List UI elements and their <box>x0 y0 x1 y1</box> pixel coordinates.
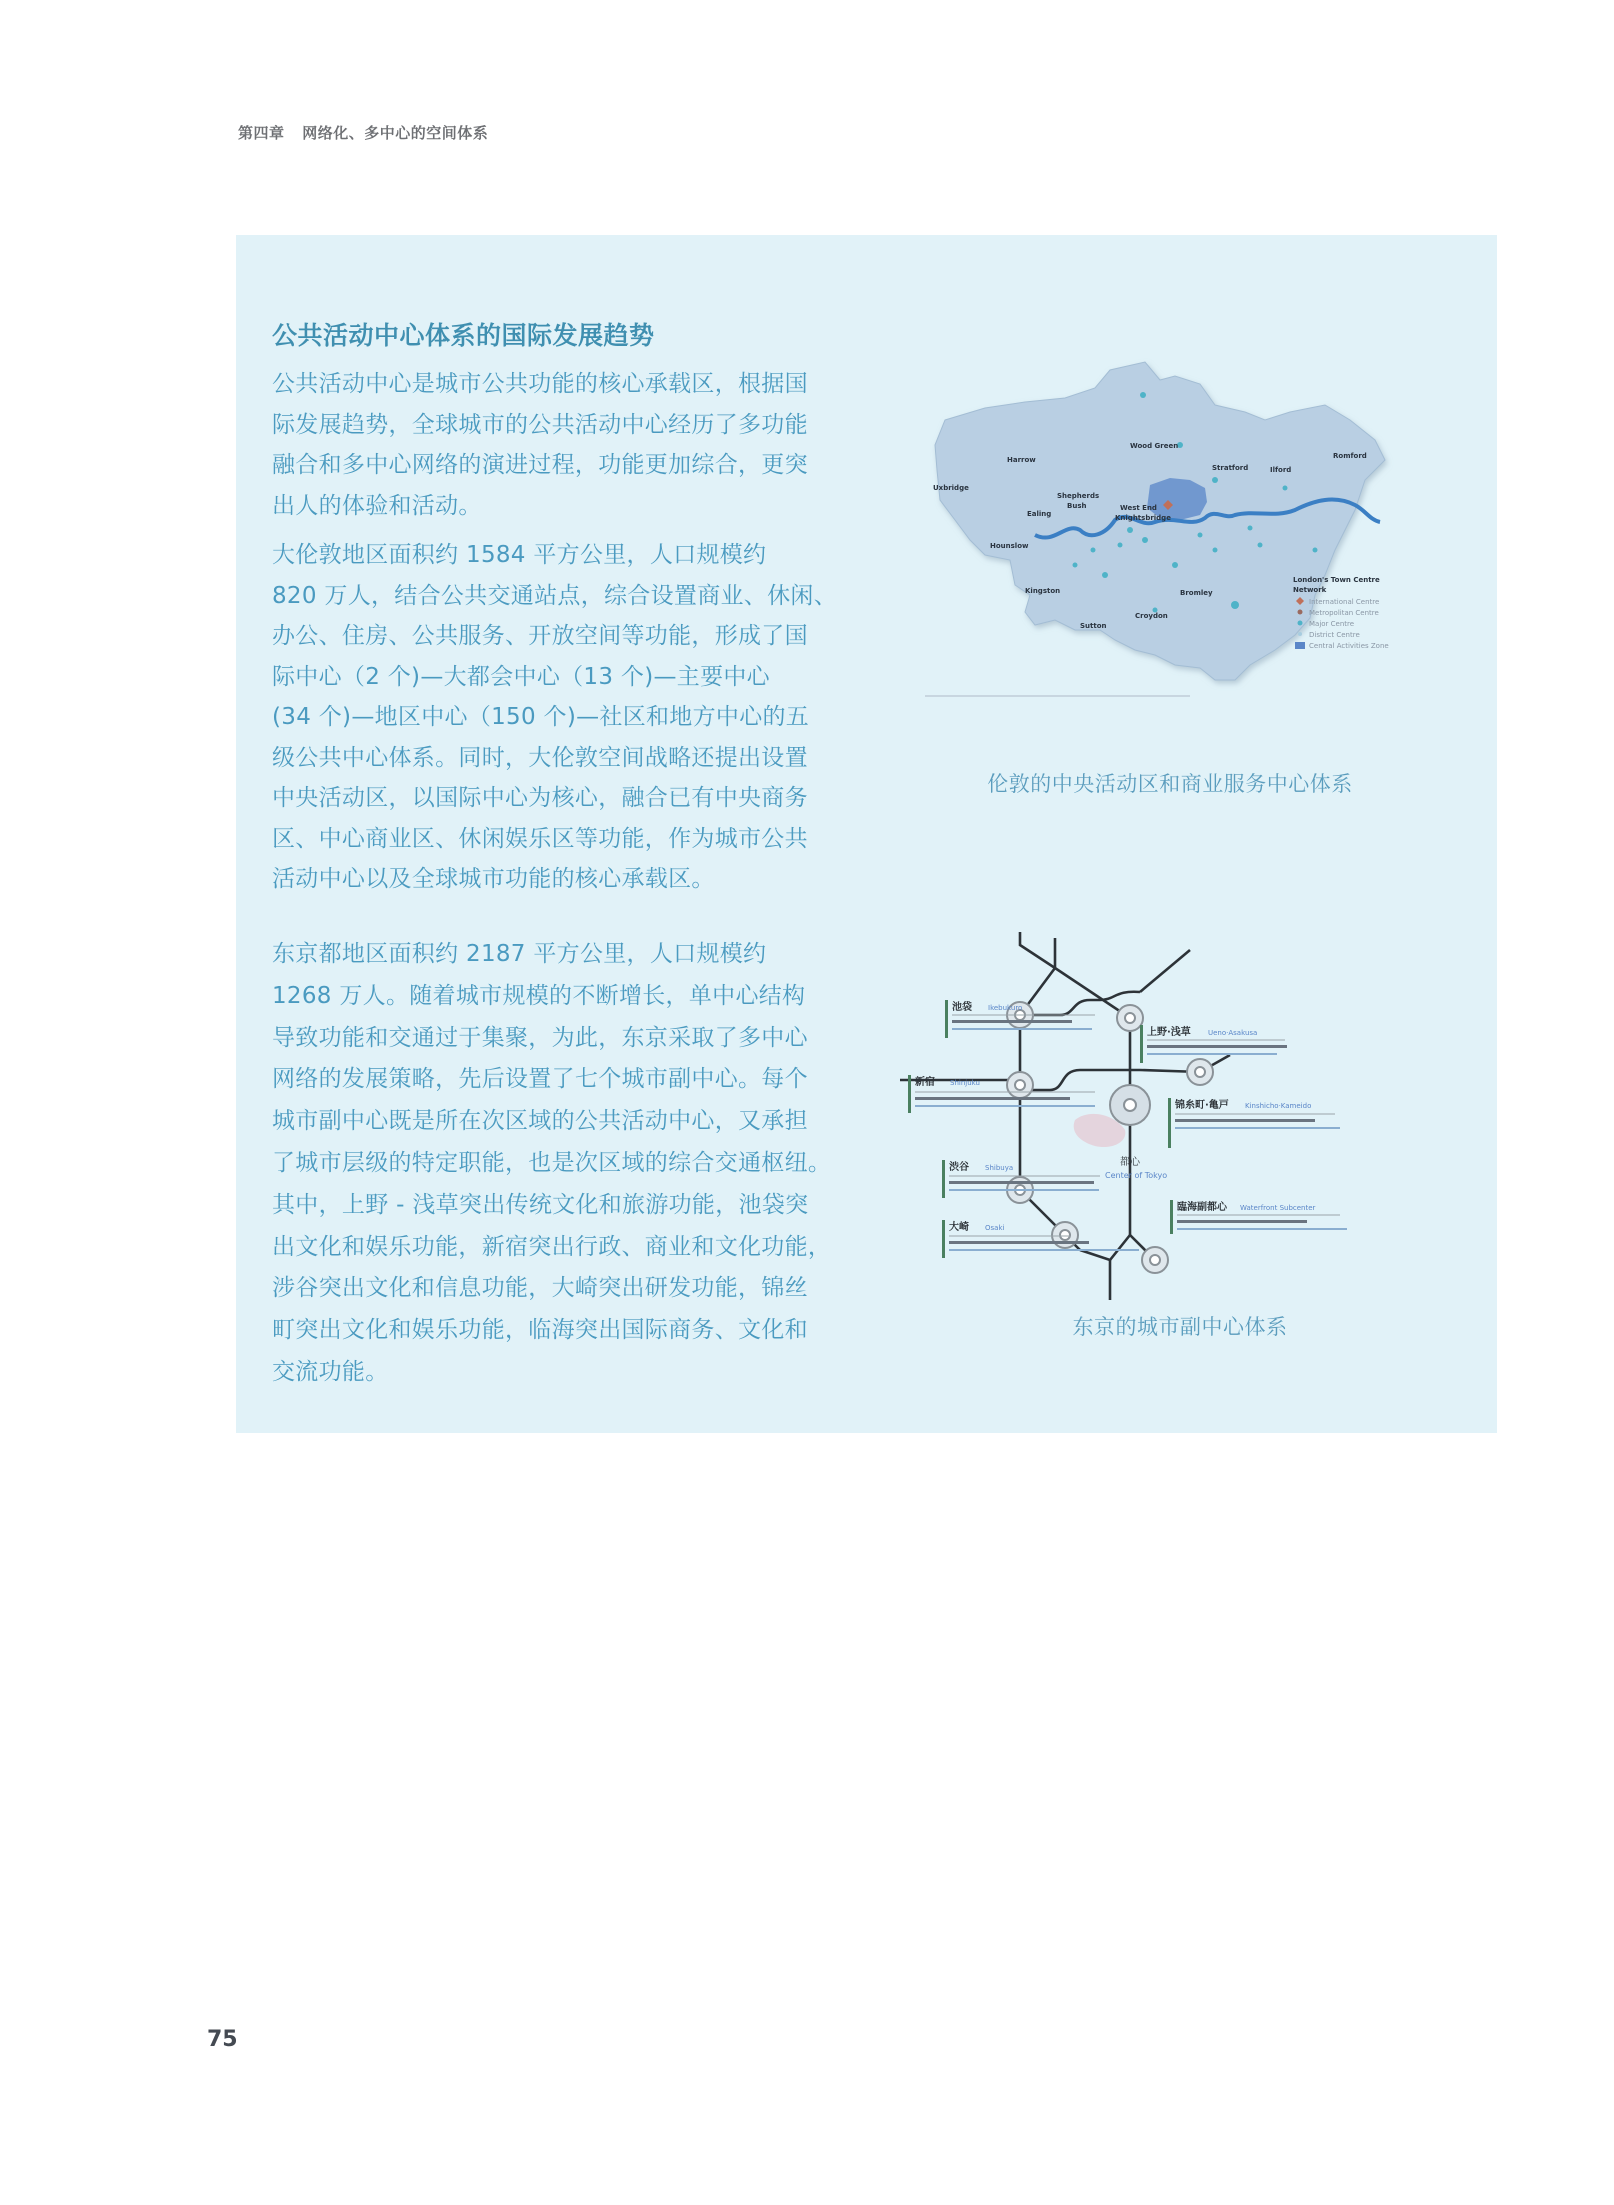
subcenter-name-en: Waterfront Subcenter <box>1240 1204 1316 1212</box>
place-label: West End <box>1120 504 1157 512</box>
page-number: 75 <box>207 2027 238 2052</box>
text-line: 际中心（2 个)—大都会中心（13 个)—主要中心 <box>272 663 770 690</box>
paragraph-tokyo <box>272 934 862 1394</box>
text-line: 出人的体验和活动。 <box>272 492 482 519</box>
subcenter-name-cn: 上野·浅草 <box>1147 1027 1191 1038</box>
text-line: 了城市层级的特定职能，也是次区域的综合交通枢纽。 <box>272 1149 832 1176</box>
subcenter-name-cn: 大崎 <box>949 1222 969 1233</box>
text-line: 大伦敦地区面积约 1584 平方公里，人口规模约 <box>272 542 767 568</box>
subcenter-name-cn: 渋谷 <box>949 1162 969 1173</box>
subcenter-name-cn: 臨海副都心 <box>1177 1202 1227 1213</box>
running-head <box>238 122 488 143</box>
chapter-title: 网络化、多中心的空间体系 <box>302 124 489 142</box>
subcenter-name-cn: 池袋 <box>952 1002 972 1013</box>
text-line: 活动中心以及全球城市功能的核心承载区。 <box>272 866 715 892</box>
text-line: 融合和多中心网络的演进过程，功能更加综合，更突 <box>272 452 808 478</box>
caz-icon <box>1295 642 1305 649</box>
legend-item: Central Activities Zone <box>1309 642 1389 650</box>
text-line: 城市副中心既是所在次区域的公共活动中心，又承担 <box>272 1108 808 1135</box>
place-label: Stratford <box>1212 464 1249 472</box>
place-label: Hounslow <box>990 542 1029 550</box>
metropolitan-centre-icon <box>1298 610 1303 615</box>
text-line: (34 个)—地区中心（150 个)—社区和地方中心的五 <box>272 704 810 730</box>
place-label: Uxbridge <box>933 484 969 492</box>
text-line: 级公共中心体系。同时，大伦敦空间战略还提出设置 <box>272 744 808 771</box>
subcenter-name-en: Osaki <box>985 1224 1005 1232</box>
tokyo-subcenter-diagram <box>900 920 1460 1300</box>
place-label: Bromley <box>1180 589 1213 597</box>
place-label: Shepherds <box>1057 492 1100 500</box>
text-line: 公共活动中心是城市公共功能的核心承载区，根据国 <box>272 371 808 397</box>
legend-item: International Centre <box>1309 598 1380 606</box>
legend-item: Major Centre <box>1309 620 1355 628</box>
chapter-number: 第四章 <box>238 124 285 142</box>
text-line: 出文化和娱乐功能，新宿突出行政、商业和文化功能， <box>272 1233 832 1260</box>
subcenter-name-en: Ueno·Asakusa <box>1208 1029 1258 1037</box>
district-centre-icon <box>1298 632 1302 636</box>
legend-title: Network <box>1293 586 1327 594</box>
subcenter-name-cn: 锦糸町·亀戸 <box>1175 1100 1229 1111</box>
text-line: 其中，上野 - 浅草突出传统文化和旅游功能，池袋突 <box>272 1191 809 1218</box>
tokyo-waterfront-callout <box>900 920 1460 1300</box>
london-map <box>915 350 1425 720</box>
place-label: Harrow <box>1007 456 1036 464</box>
subcenter-name-en: Kinshicho·Kameido <box>1245 1102 1312 1110</box>
text-line: 中央活动区，以国际中心为核心，融合已有中央商务 <box>272 785 808 811</box>
legend-item: Metropolitan Centre <box>1309 609 1379 617</box>
subcenter-name-en: Shibuya <box>985 1164 1014 1172</box>
center-label-en: Center of Tokyo <box>1105 1171 1168 1180</box>
text-line: 网络的发展策略，先后设置了七个城市副中心。每个 <box>272 1066 808 1093</box>
text-line: 町突出文化和娱乐功能，临海突出国际商务、文化和 <box>272 1317 808 1344</box>
subcenter-name-en: Shinjuku <box>950 1079 980 1087</box>
legend-item: District Centre <box>1309 631 1360 639</box>
paragraph-london <box>272 535 862 900</box>
text-line: 际发展趋势，全球城市的公共活动中心经历了多功能 <box>272 411 808 438</box>
text-line: 导致功能和交通过于集聚，为此，东京采取了多中心 <box>272 1024 808 1051</box>
text-line: 1268 万人。随着城市规模的不断增长，单中心结构 <box>272 982 806 1009</box>
place-label: Wood Green <box>1130 442 1179 450</box>
london-map-figure <box>915 350 1425 720</box>
place-label: Ilford <box>1270 466 1292 474</box>
legend-title: London's Town Centre <box>1293 576 1380 584</box>
text-line: 办公、住房、公共服务、开放空间等功能，形成了国 <box>272 623 808 649</box>
center-label-cn: 都心 <box>1120 1157 1140 1168</box>
text-line: 东京都地区面积约 2187 平方公里，人口规模约 <box>272 941 767 967</box>
place-label: Knightsbridge <box>1115 514 1171 522</box>
subcenter-name-cn: 新宿 <box>915 1077 935 1088</box>
text-line: 区、中心商业区、休闲娱乐区等功能，作为城市公共 <box>272 825 808 852</box>
text-line: 涉谷突出文化和信息功能，大崎突出研发功能，锦丝 <box>272 1275 808 1302</box>
subcenter-name-en: Ikebukuro <box>988 1004 1023 1012</box>
place-label: Sutton <box>1080 622 1107 630</box>
place-label: Kingston <box>1025 587 1061 595</box>
place-label: Bush <box>1067 502 1087 510</box>
tokyo-figure-caption: 东京的城市副中心体系 <box>1072 1315 1288 1339</box>
section-title: 公共活动中心体系的国际发展趋势 <box>272 321 655 350</box>
text-line: 交流功能。 <box>272 1358 389 1385</box>
place-label: Ealing <box>1027 510 1052 518</box>
london-figure-caption: 伦敦的中央活动区和商业服务中心体系 <box>987 772 1353 796</box>
text-line: 820 万人，结合公共交通站点，综合设置商业、休闲、 <box>272 582 838 609</box>
paragraph-intro <box>272 364 862 526</box>
place-label: Romford <box>1333 452 1367 460</box>
place-label: Croydon <box>1135 612 1168 620</box>
major-centre-icon <box>1298 621 1303 626</box>
